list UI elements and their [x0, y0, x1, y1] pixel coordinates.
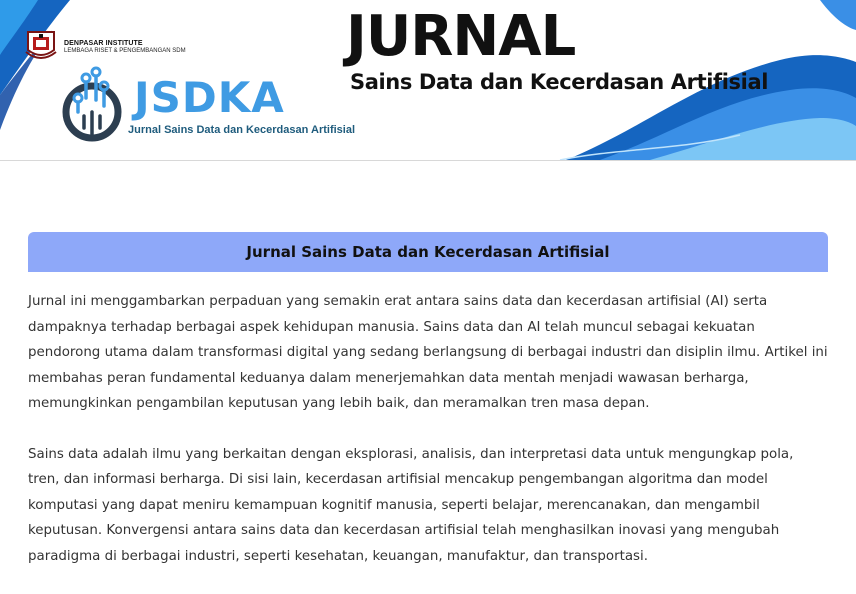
jsdka-circuit-icon — [58, 62, 128, 146]
jsdka-wordmark: JSDKA — [134, 73, 285, 122]
banner-title: JURNAL — [346, 4, 576, 69]
institute-subtitle: LEMBAGA RISET & PENGEMBANGAN SDM — [64, 48, 186, 54]
article-body — [28, 289, 828, 594]
banner-subtitle: Sains Data dan Kecerdasan Artifisial — [350, 70, 769, 94]
jsdka-subtitle: Jurnal Sains Data dan Kecerdasan Artifisial — [128, 124, 356, 136]
section-title-bar — [28, 232, 828, 272]
banner-divider — [0, 160, 856, 161]
journal-banner — [0, 0, 856, 160]
article-paragraph: Sains data adalah ilmu yang berkaitan dengan eksplorasi, analisis, dan interpretasi data untuk mengungkap pola, tren, dan informasi berharga. Di sisi lain, kecerdasan artifisial mencakup pengembangan algoritma dan model komputasi yang dapat meniru kemampuan kognitif manusia, seperti belajar, merencanakan, dan mengambil keputusan. Konvergensi antara sains data dan kecerdasan artifisial telah menghasilkan inovasi yang mengubah paradigma di berbagai industri, seperti kesehatan, keuangan, manufaktur, dan transportasi. — [28, 446, 794, 564]
institute-crest-icon — [24, 28, 58, 62]
institute-name: DENPASAR INSTITUTE — [64, 40, 143, 47]
article-paragraph: Jurnal ini menggambarkan perpaduan yang semakin erat antara sains data dan kecerdasan artifisial (AI) serta dampaknya terhadap berbagai aspek kehidupan manusia. Sains data dan AI telah muncul sebagai kekuatan pendorong utama dalam transformasi digital yang sedang berlangsung di berbagai industri dan disiplin ilmu. Artikel ini membahas peran fundamental keduanya dalam menerjemahkan data mentah menjadi wawasan berharga, memungkinkan pengambilan keputusan yang lebih baik, dan meramalkan tren masa depan. — [28, 294, 828, 411]
section-title: Jurnal Sains Data dan Kecerdasan Artifisial — [246, 243, 610, 261]
